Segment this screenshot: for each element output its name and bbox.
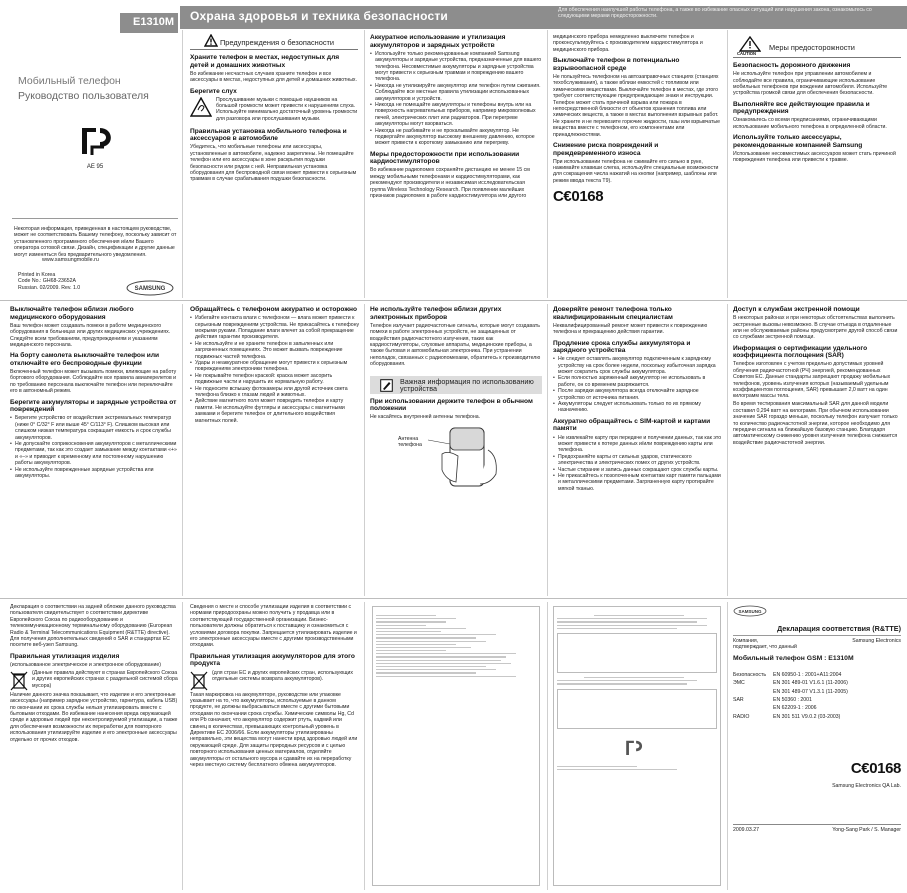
samsung-wordmark: SAMSUNG bbox=[134, 286, 166, 292]
list-item: • Никогда не утилизируйте аккумулятор или телефон путем сжигания. Соблюдайте все местные правила утилизации использованных аккумуляторов и устройств. bbox=[370, 83, 542, 102]
section-title: Безопасность дорожного движения bbox=[733, 62, 851, 69]
antenna-label: телефона bbox=[398, 442, 422, 449]
list-item: • Предохраняйте карты от сильных ударов, статического электричества и электрических помех от других устройств. bbox=[553, 454, 723, 467]
column-divider bbox=[182, 304, 183, 596]
signer-name: Yong-Sang Park / S. Manager bbox=[832, 826, 901, 833]
bullet-list bbox=[190, 315, 360, 424]
section-body: При использовании телефона не сжимайте его сильно в руке, нажимайте клавиши слегка, используйте специальные возможности для сокращения числа нажатий на кнопки (например, шаблоны или режим ввода текста T9). bbox=[553, 158, 719, 184]
cert-mark-label: AE 95 bbox=[86, 164, 104, 170]
bullet-list bbox=[370, 51, 542, 147]
warning-label: Предупреждения о безопасности bbox=[220, 38, 335, 47]
caution-word: CAUTION bbox=[737, 51, 757, 56]
list-item: • Аккумуляторы следует использовать только по их прямому назначению. bbox=[553, 401, 723, 414]
section-title: Аккуратно обращайтесь с SIM-картой и картами памяти bbox=[553, 417, 711, 433]
caution-section bbox=[733, 34, 901, 165]
list-item: • Частые стирание и запись данных сокращают срок службы карты. bbox=[553, 467, 723, 473]
section-body: Не используйте телефон при управлении автомобилем и соблюдайте все правила, ограничивающие использование мобильных телефонов при вождении автомобиля. Используйте устройства громкой связи для обеспечения безопасности. bbox=[733, 71, 888, 97]
section-body: Прослушивание музыки с помощью наушников на большой громкости может привести к нарушениям слуха. Используйте минимально достаточный уровень громкости для разговора или прослушивания музыки. bbox=[216, 96, 358, 122]
list-item: • Никогда не разбивайте и не прокалывайте аккумулятор. Не подвергайте аккумулятор высокому внешнему давлению, которое может привести к короткому замыканию или перегреву. bbox=[370, 128, 542, 147]
confirm-text: подтверждает, что данный bbox=[733, 644, 797, 651]
section-title: На борту самолета выключайте телефон или отключайте его беспроводные функции bbox=[10, 352, 160, 367]
samsung-logo bbox=[126, 280, 174, 296]
info-header bbox=[370, 376, 542, 394]
samsung-logo bbox=[733, 605, 767, 617]
section-body: Во избежание несчастных случаев храните телефон и все аксессуары в местах, недоступных для детей и домашних животных. bbox=[190, 70, 357, 84]
fold-divider bbox=[0, 300, 907, 301]
ce-symbol-icon: C€ bbox=[850, 760, 870, 778]
section-title: При использовании держите телефон в обычном положении bbox=[370, 397, 533, 413]
column-divider bbox=[727, 602, 728, 890]
emergency-section bbox=[733, 306, 901, 448]
column-divider bbox=[364, 602, 365, 890]
section-body: Не касайтесь внутренней антенны телефона. bbox=[370, 414, 481, 421]
cover-disclaimer: Некоторая информация, приведенная в настоящем руководстве, может не соответствовать Вашему телефону, поскольку зависит от установленного программного обеспечения и/или Вашего оператора сотовой связи. Дизайн, спецификации и другие данные могут изменяться без предварительного уведомления. bbox=[14, 226, 177, 258]
medical-section bbox=[10, 306, 178, 479]
ce-symbol-icon: C€ bbox=[553, 188, 572, 206]
column-divider bbox=[547, 30, 548, 298]
standard-code: EN 301 489-07 V1.3.1 (11-2005) bbox=[773, 688, 848, 695]
certificate-table bbox=[557, 689, 717, 729]
section-title: Выполняйте все действующие правила и предупреждения bbox=[733, 100, 870, 116]
battery-section bbox=[370, 34, 542, 201]
standard-group: ЭМС bbox=[733, 680, 745, 687]
section-body: Декларация о соответствии на задней обложке данного руководства пользователя свидетельствует о соответствии директиве Европейского Союза по радиооборудованию и телекоммуникационному терминальному оборудованию (European Radio & Terminal Telecommunications Equipment (R&TTE) directive). Для получения дополнительных сведений о SAR и стандартах ЕС посетите веб-узел Samsung. bbox=[10, 604, 176, 649]
header-note: Для обеспечения наилучшей работы телефона, а также во избежание опасных ситуаций или нарушения закона, ознакомьтесь со следующими мерами предосторожности. bbox=[558, 7, 872, 20]
section-body: Ваш телефон может создавать помехи в работе медицинского оборудования в больницах или других медицинских учреждениях. Следуйте всем требованиям, предупреждениям и указаниям медицинского персонала. bbox=[10, 322, 171, 348]
certificate-page bbox=[553, 606, 721, 886]
ce-mark bbox=[553, 188, 723, 205]
cover-divider bbox=[12, 218, 178, 219]
column-divider bbox=[182, 602, 183, 890]
warning-section bbox=[190, 34, 358, 184]
ce-number: 0168 bbox=[869, 760, 901, 778]
declaration-date: 2009.03.27 bbox=[733, 826, 759, 833]
declaration-title: Декларация соответствия (R&TTE) bbox=[777, 624, 901, 633]
antenna-label: Антенна bbox=[398, 436, 419, 443]
section-body: Убедитесь, что мобильные телефоны или аксессуары, установленные в автомобиле, надежно закреплены. Не помещайте телефон или его аксессуары в зоне раскрытия подушки безопасности или рядом с ней. Неправильная установка оборудования для беспроводной связи может привести к серьезным травмам в случае срабатывания подушки безопасности. bbox=[190, 144, 357, 183]
section-body: Не пользуйтесь телефоном на автозаправочных станциях (станциях техобслуживания), а также вблизи емкостей с топливом или химическими веществами. Выключайте телефон в местах, где этого требуют соответствующие предупреждающие знаки и инструкции. Телефон может стать причиной взрыва или пожара в непосредственной близости от объектов хранения топлива или химических веществ, а также в местах выполнения взрывных работ. Не храните и не перевозите горючие жидкости, газы или взрывчатые вещества вместе с телефоном, его компонентами или принадлежностями. bbox=[553, 73, 720, 138]
hearing-block bbox=[190, 97, 358, 124]
cover-subtitle: Руководство пользователя bbox=[18, 90, 149, 102]
section-body: Сведения о месте и способе утилизации изделия в соответствии с нормами природоохраны можно получить у продавца или в соответствующей государственной организации. Бизнес-пользователи должны обратиться к поставщику и ознакомиться с условиями договора покупки. Запрещается утилизировать изделие и его электронные аксессуары вместе с другими производственными отходами. bbox=[190, 604, 357, 649]
list-item: • Избегайте контакта влаги с телефоном — влага может привести к серьезным повреждениям устройства. Не прикасайтесь к телефону мокрыми руками. Попадание влаги влечет за собой прекращение действия гарантии производителя. bbox=[190, 315, 360, 341]
representative: Samsung Electronics QA Lab. bbox=[832, 783, 901, 790]
list-item: • После зарядки аккумулятора всегда отключайте зарядное устройство от источника питания. bbox=[553, 388, 723, 401]
certificate-table bbox=[557, 633, 717, 673]
page-title: Охрана здоровья и техника безопасности bbox=[190, 9, 448, 23]
section-body: Наличие данного значка показывает, что изделие и его электронные аксессуары (например зарядное устройство, гарнитура, кабель USB) по окончании их срока службы нельзя утилизировать вместе с бытовыми отходами. Во избежание нанесения вреда окружающей среде и здоровью людей при неконтролируемой утилизации, а также для обеспечения возможности их переработки для повторного использования утилизируйте изделие и его электронные аксессуары отдельно от прочих отходов. bbox=[10, 691, 178, 743]
standard-code: EN 301 489-01 V1.6.1 (11-2006) bbox=[773, 680, 848, 687]
caution-label: Меры предосторожности bbox=[769, 43, 855, 52]
standard-group bbox=[733, 705, 773, 711]
section-body: Во время тестирования максимальный SAR для данной модели составил 0,294 ватт на килограмм. При обычном использовании значение SAR гораздо меньше, поскольку телефон излучает только то количество радиочастотной энергии, которое необходимо для передачи сигнала на ближайшую базовую станцию. Благодаря автоматическому снижению уровня излучения телефона снижается воздействие радиочастотной энергии. bbox=[733, 401, 898, 446]
product-name: Мобильный телефон GSM : E1310M bbox=[733, 654, 854, 662]
section-body: (Данные правила действуют в странах Европейского Союза и других европейских странах с раздельной системой сбора мусора) bbox=[32, 669, 178, 689]
print-line: Printed in Korea bbox=[18, 272, 56, 278]
column-divider bbox=[547, 304, 548, 596]
list-item: • Не извлекайте карту при передаче и получении данных, так как это может привести к потере данных и/или повреждению карты или телефона. bbox=[553, 435, 723, 454]
section-title: Используйте только аксессуары, рекомендованные компанией Samsung bbox=[733, 134, 863, 149]
warning-triangle-icon bbox=[204, 34, 218, 47]
list-item: • Не допускайте соприкосновения аккумуляторов с металлическими предметами, так как это создает замыкание между контактами «+» и «–» и приводит к временному или постоянному нарушению работы аккумуляторов. bbox=[10, 441, 178, 467]
list-item: • Не следует оставлять аккумулятор подключенным к зарядному устройству на срок более недели, поскольку избыточная зарядка может сократить срок службы аккумулятора. bbox=[553, 356, 723, 375]
section-body: медицинского прибора немедленно выключите телефон и проконсультируйтесь с производителем кардиостимулятора и медицинского прибора. bbox=[553, 34, 703, 53]
disposal-section bbox=[10, 604, 178, 745]
note-pencil-icon bbox=[380, 379, 393, 392]
samsung-wordmark: SAMSUNG bbox=[738, 609, 762, 614]
section-title: Правильная утилизация аккумуляторов для этого продукта bbox=[190, 652, 355, 668]
list-item: • Не подносите вспышку фотокамеры или другой источник света телефона близко к глазам людей и животных. bbox=[190, 386, 360, 399]
section-body: Во избежание радиопомех сохраняйте дистанцию не менее 15 см между мобильными телефонами и кардиостимуляторами, как рекомендуют производители и независимая исследовательская группа Wireless Technology Research. При появлении малейших признаков радиопомех в работе кардиостимулятора или другого bbox=[370, 167, 530, 200]
standard-group: RADIO bbox=[733, 713, 750, 720]
column-divider bbox=[727, 304, 728, 596]
column-divider bbox=[364, 304, 365, 596]
section-title: Продление срока службы аккумулятора и зарядного устройства bbox=[553, 339, 691, 355]
section-body: Такая маркировка на аккумуляторе, руководстве или упаковке указывает на то, что аккумуляторы, используемые в данном продукте, не должны выбрасываться вместе с другими бытовыми отходами по окончании срока службы. Химические символы Hg, Cd или Pb означают, что аккумулятор содержит ртуть, кадмий или свинец в количествах, превышающих контрольный уровень в Директиве ЕС 2006/66. Если аккумуляторы утилизированы неправильно, эти вещества могут нанести вред здоровью людей или окружающей среде. Для защиты природных ресурсов и с целью повторного использования ценных материалов, отделяйте аккумуляторы от остального мусора и сдавайте их на переработку через местную систему бесплатного обмена аккумуляторов. bbox=[190, 691, 358, 768]
section-title: Берегите слух bbox=[190, 87, 237, 95]
list-item: • Не покрывайте телефон краской: краска может засорить подвижные части и нарушить их нормальную работу. bbox=[190, 373, 360, 386]
list-item: • Не используйте и не храните телефон в запыленных или загрязненных помещениях. Это может вызвать повреждение подвижных частей телефона. bbox=[190, 341, 360, 360]
handling-section bbox=[190, 306, 360, 424]
section-title: Правильная утилизация изделия bbox=[10, 652, 120, 660]
section-title: Правильная установка мобильного телефона и аксессуаров в автомобиле bbox=[190, 127, 347, 143]
explosive-section bbox=[553, 34, 723, 205]
bullet-list bbox=[553, 435, 723, 493]
bullet-list bbox=[10, 415, 178, 479]
print-line: Code No.: GH68-23652A bbox=[18, 278, 76, 285]
hearing-warning-icon bbox=[190, 97, 212, 117]
standard-code: EN 60950-1 : 2001+A11:2004 bbox=[773, 671, 842, 678]
electronics-section bbox=[370, 306, 542, 492]
gost-cert-icon bbox=[78, 125, 118, 161]
info-label: Важная информация по использованию устройства bbox=[400, 376, 534, 393]
section-title: Доверяйте ремонт телефона только квалифицированным специалистам bbox=[553, 306, 673, 321]
list-item: • Берегите устройство от воздействия экстремальных температур (ниже 0° C/32° F или выше 45° C/113° F). Слишком высокая или слишком низкая температура сокращает емкость и срок службы аккумуляторов. bbox=[10, 415, 178, 441]
section-title: Аккуратное использование и утилизация аккумуляторов и зарядных устройств bbox=[370, 34, 506, 49]
declaration-divider bbox=[733, 635, 901, 636]
section-body: В некоторых районах и при некоторых обстоятельствах выполнить экстренные вызовы невозможно. В случае отъезда в отдаленные или не обслуживаемые районы предусмотрите другой способ связи со службами экстренной помощи. bbox=[733, 315, 898, 341]
ce-number: 0168 bbox=[571, 188, 604, 206]
column-divider bbox=[182, 30, 183, 298]
section-title: Храните телефон в местах, недоступных для детей и домашних животных bbox=[190, 54, 340, 69]
weee-block bbox=[10, 670, 178, 692]
repair-section bbox=[553, 306, 723, 492]
section-title: Выключайте телефон в потенциально взрывоопасной среде bbox=[553, 57, 680, 72]
section-title: Обращайтесь с телефоном аккуратно и осторожно bbox=[190, 306, 358, 313]
ce-mark bbox=[733, 760, 901, 777]
caution-header bbox=[733, 34, 901, 58]
standard-group: Безопасность bbox=[733, 671, 767, 678]
declaration-section bbox=[733, 604, 901, 833]
section-body: Телефон изготовлен с учетом предельно допустимых уровней облучения радиочастотной (РЧ) энергией, рекомендованных Советом ЕС. Данные стандарты запрещают продажу мобильных телефонов, уровень излучения которых (называемый удельным коэффициентом поглощения, SAR) превышает 2,0 ватт на один килограмм массы тела. bbox=[733, 361, 891, 400]
website-link[interactable]: www.samsungmobile.ru bbox=[42, 257, 99, 263]
section-title: Информация о сертификации удельного коэффициента поглощения (SAR) bbox=[733, 344, 868, 360]
section-subtitle: (использованное электрическое и электронное оборудование) bbox=[10, 661, 161, 668]
section-body: Ознакомьтесь со всеми предписаниями, ограничивающими использование мобильного телефона в определенной области. bbox=[733, 117, 887, 130]
column-divider bbox=[727, 30, 728, 298]
crossed-bin-icon bbox=[10, 670, 28, 692]
section-body: Использование несовместимых аксессуаров может стать причиной повреждения телефона или привести к травме. bbox=[733, 150, 896, 164]
section-title: Берегите аккумуляторы и зарядные устройства от повреждений bbox=[10, 398, 177, 414]
print-info bbox=[18, 272, 108, 291]
company-label: Компания, bbox=[733, 638, 759, 644]
list-item: • Никогда не помещайте аккумуляторы и телефоны внутрь или на поверхность нагревательных приборов, например микроволновых печей, электрических плит или радиаторов. При перегреве аккумуляторы могут взорваться. bbox=[370, 102, 542, 128]
certificate-page bbox=[372, 606, 540, 886]
print-line: Russian. 02/2009. Rev. 1.0 bbox=[18, 284, 81, 291]
battery-mark-block bbox=[190, 670, 360, 692]
section-body: Включенный телефон может вызывать помехи, влияющие на работу бортового оборудования. Соблюдайте все правила авиаперелетов и по требованию персонала выключайте телефон или переключайте его в автономный режим. bbox=[10, 369, 177, 395]
section-body: (для стран ЕС и других европейских стран, использующих отдельные системы возврата аккумуляторов). bbox=[212, 669, 353, 682]
standard-group bbox=[733, 689, 773, 695]
gost-cert-icon bbox=[624, 739, 646, 759]
list-item: • Используйте только рекомендованные компанией Samsung аккумуляторы и зарядные устройства, предназначенные для вашего телефона. Несовместимые аккумуляторы и зарядные устройства могут привести к серьезным травмам и повреждению вашего телефона. bbox=[370, 51, 542, 83]
section-title: Выключайте телефон вблизи любого медицинского оборудования bbox=[10, 306, 134, 321]
list-item: • Если полностью заряженный аккумулятор не использовать в работе, он со временем разряжается. bbox=[553, 375, 723, 388]
section-body: Телефон излучает радиочастотные сигналы, которые могут создавать помехи в работе электронных устройств, не защищенных от воздействия радиочастотного излучения, таких как кардиостимуляторы, слуховые аппараты, медицинские приборы, а также бытовая и автомобильная электроника. При устранении неполадок, связанных с радиопомехами, обратитесь к производителю оборудования. bbox=[370, 322, 541, 368]
company-name: Samsung Electronics bbox=[852, 638, 901, 644]
section-title: Не используйте телефон вблизи других электронных приборов bbox=[370, 306, 502, 321]
section-title: Меры предосторожности при использовании кардиостимуляторов bbox=[370, 150, 520, 166]
list-item: • Не используйте поврежденные зарядные устройства или аккумуляторы. bbox=[10, 467, 178, 480]
antenna-figure bbox=[370, 422, 542, 492]
model-tab: E1310M bbox=[120, 13, 178, 33]
standard-code: EN 301 511 V9.0.2 (03-2003) bbox=[773, 713, 841, 720]
section-title: Снижение риска повреждений и преждевременного износа bbox=[553, 141, 659, 157]
signature-row bbox=[733, 824, 901, 833]
battery-disposal-section bbox=[190, 604, 360, 770]
standard-code: EN 62209-1 : 2006 bbox=[773, 705, 817, 712]
standards-table bbox=[733, 672, 901, 720]
cover-title: Мобильный телефон bbox=[18, 75, 121, 87]
section-body: Неквалифицированный ремонт может привести к повреждению телефона и прекращению действия гарантии. bbox=[553, 322, 708, 336]
column-divider bbox=[364, 30, 365, 298]
standard-code: EN 50360 : 2001 bbox=[773, 697, 812, 704]
section-title: Доступ к службам экстренной помощи bbox=[733, 306, 860, 313]
phone-hand-illustration bbox=[428, 422, 508, 492]
crossed-bin-battery-icon bbox=[190, 670, 208, 692]
column-divider bbox=[547, 602, 548, 890]
list-item: • Действие магнитного поля может повредить телефон и карту памяти. Не используйте футляры и аксессуары с магнитными замками и берегите телефон от длительного воздействия магнитных полей. bbox=[190, 398, 360, 424]
fold-divider bbox=[0, 598, 907, 599]
warning-header bbox=[190, 34, 358, 50]
list-item: • Не прикасайтесь к позолоченным контактам карт памяти пальцами и металлическими предметами. Загрязненную карту протирайте мягкой тканью. bbox=[553, 473, 723, 492]
list-item: • Удары и неаккуратное обращение могут привести к серьезным повреждениям электроники телефона. bbox=[190, 360, 360, 373]
bullet-list bbox=[553, 356, 723, 414]
standard-group: SAR bbox=[733, 697, 744, 704]
